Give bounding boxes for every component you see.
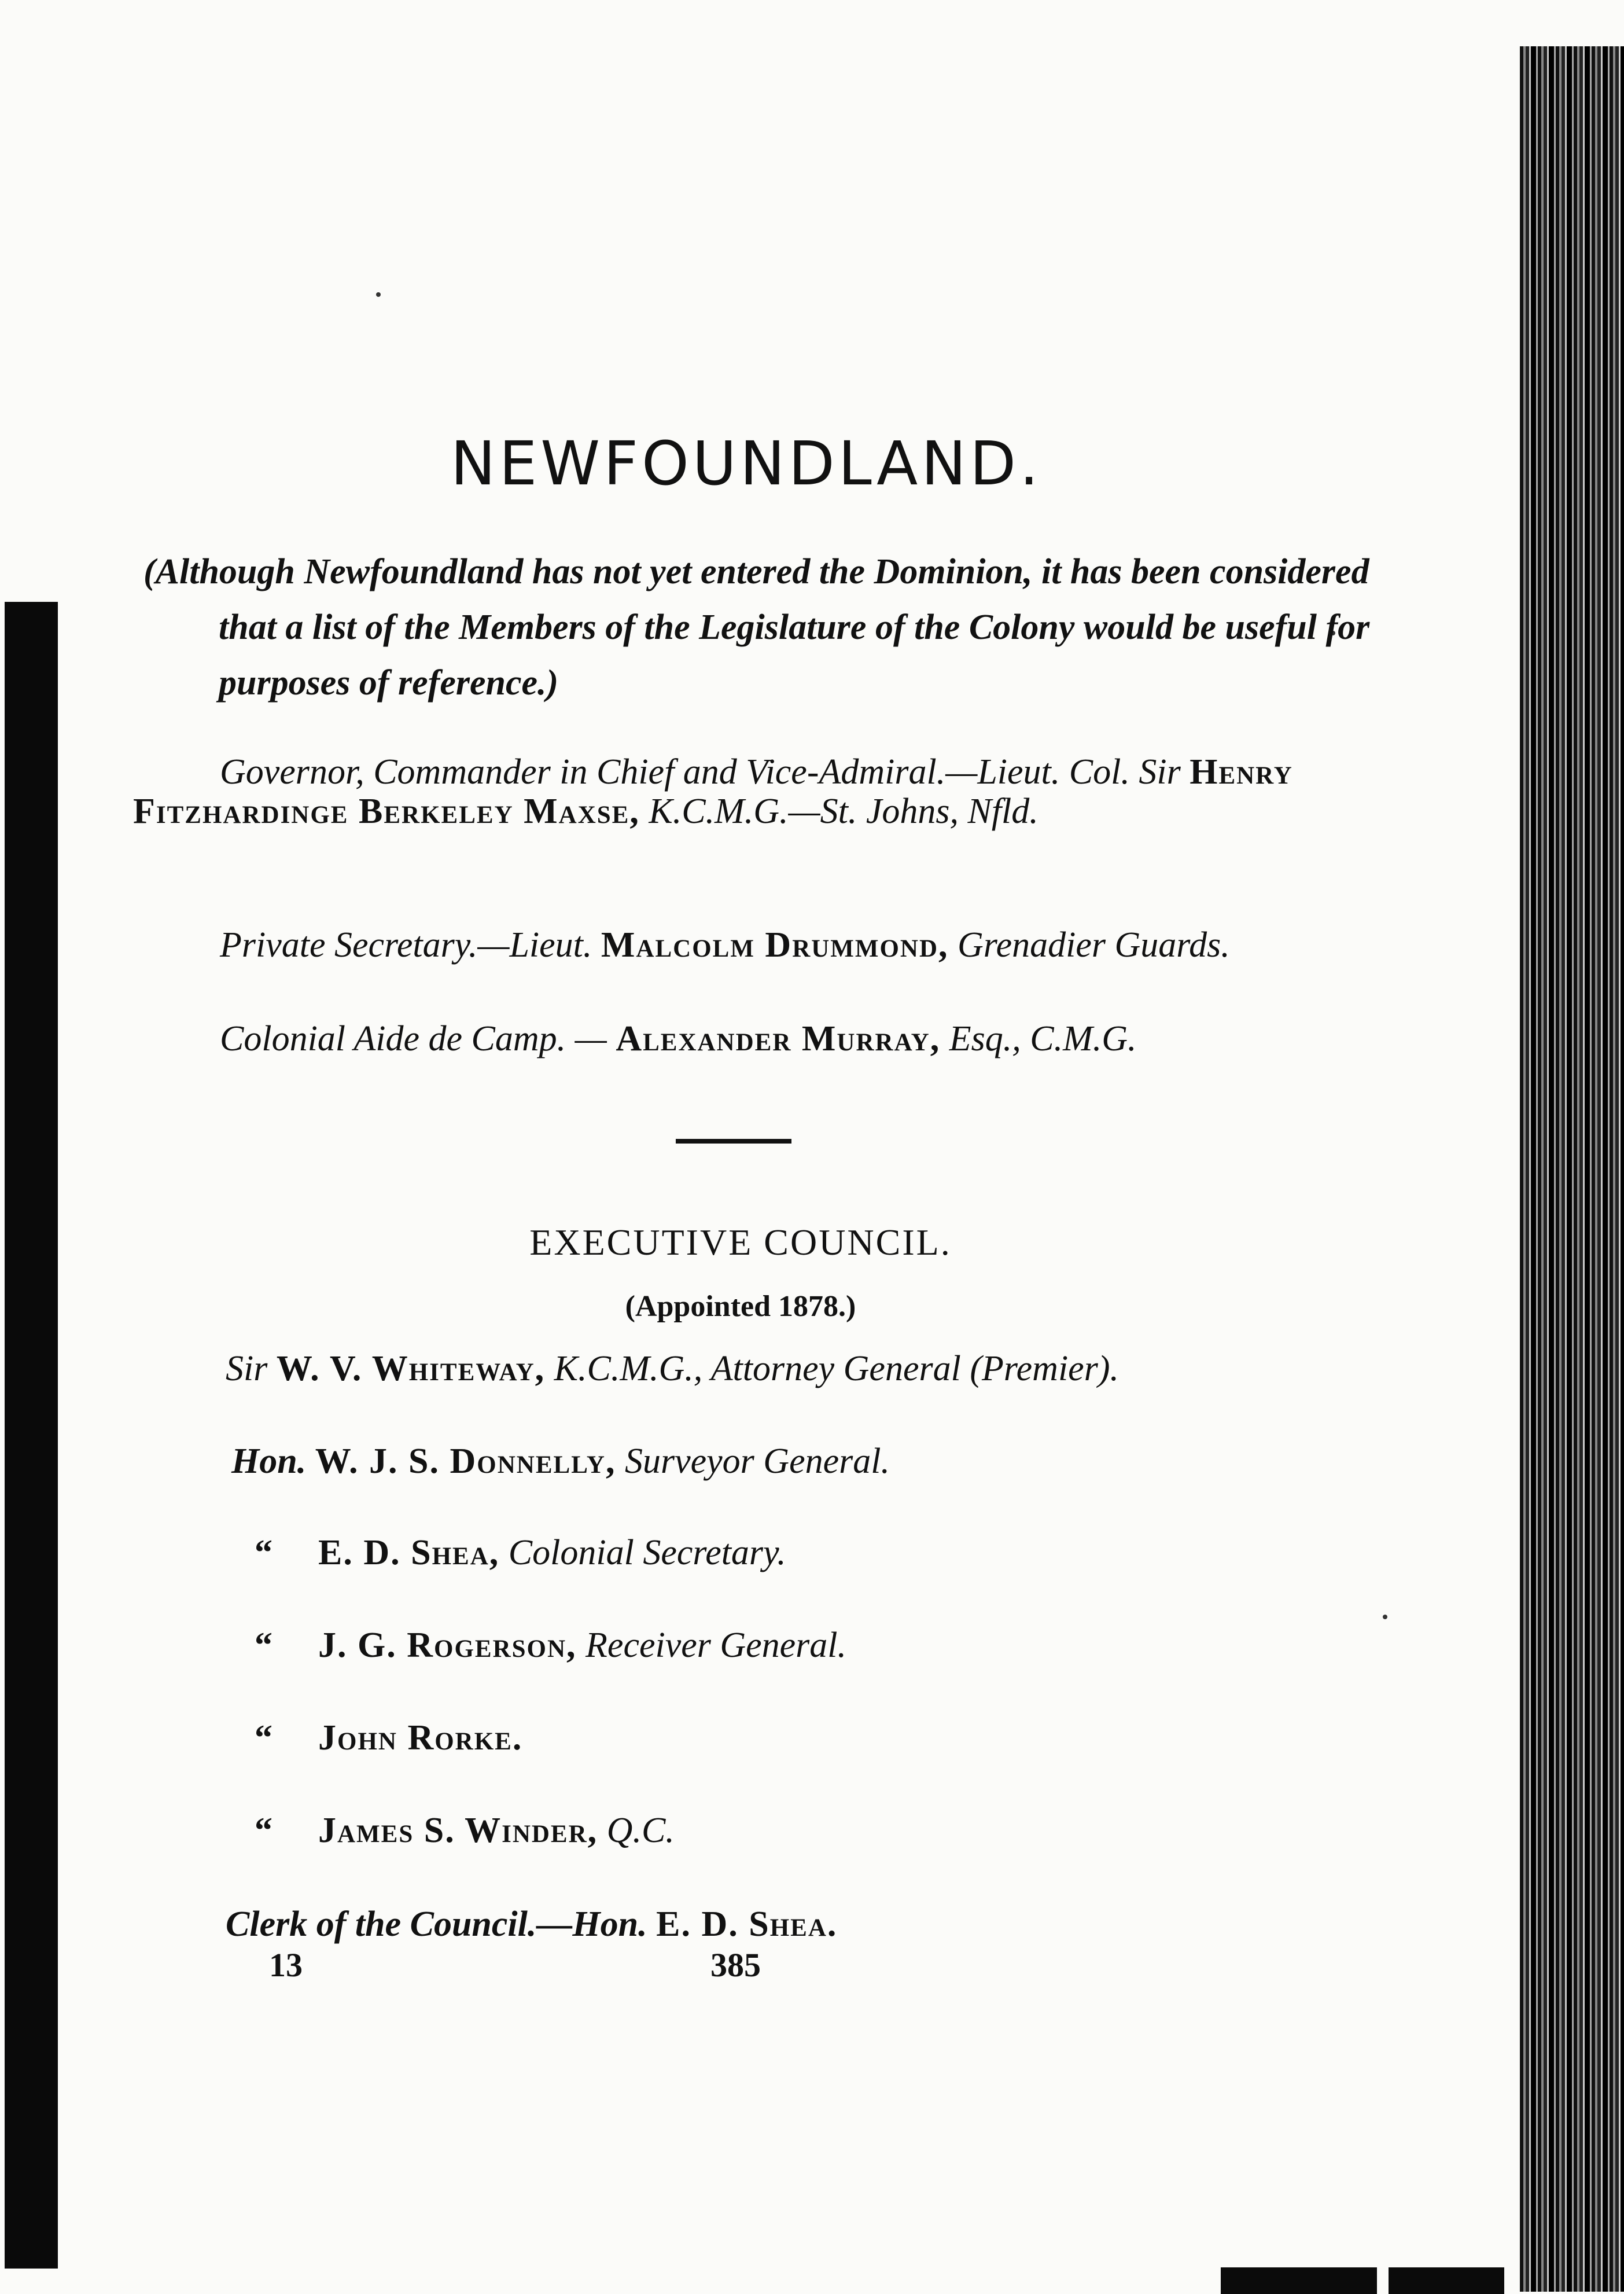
scan-mark-bottom (1221, 2267, 1377, 2294)
scan-edge-right (1520, 46, 1624, 2292)
council-member (255, 1810, 675, 1851)
scan-speck (376, 292, 381, 297)
member-role: Surveyor General. (624, 1442, 890, 1481)
member-name: James S. Winder, (318, 1811, 598, 1850)
governor-office: Governor, Commander in Chief and Vice-Admiral.—Lieut. Col. Sir (220, 752, 1181, 792)
council-member (255, 1625, 846, 1666)
private-secretary-entry (220, 925, 1230, 966)
governor-honours: K.C.M.G.—St. Johns, Nfld. (649, 792, 1039, 831)
aide-de-camp-name: Alexander Murray, (616, 1019, 941, 1058)
clerk-name: E. D. Shea. (656, 1905, 838, 1944)
intro-note: (Although Newfoundland has not yet entered the Dominion, it has been considered that a list of the Members of the Legislature of the Colony would be useful for purposes of reference.) (143, 552, 1370, 703)
aide-de-camp-suffix: Esq., C.M.G. (949, 1019, 1137, 1058)
aide-de-camp-entry (220, 1019, 1137, 1060)
member-prefix: “ (255, 1626, 272, 1665)
member-prefix: “ (255, 1533, 272, 1572)
scan-speck (1383, 1615, 1387, 1619)
member-prefix: Hon. (231, 1442, 307, 1481)
member-role: Receiver General. (585, 1626, 847, 1665)
signature-mark: 13 (269, 1946, 303, 1984)
scan-edge-left (5, 602, 58, 2269)
governor-name: Henry Fitzhardinge Berkeley Maxse, (133, 752, 1293, 831)
council-member (226, 1348, 1119, 1389)
council-appointed: (Appointed 1878.) (625, 1290, 856, 1323)
member-role: Colonial Secretary. (508, 1533, 786, 1572)
private-secretary-office: Private Secretary.—Lieut. (220, 925, 592, 965)
page-number: 385 (710, 1946, 761, 1984)
page-title: NEWFOUNDLAND. (450, 428, 1043, 499)
member-name: W. V. Whiteway, (276, 1349, 546, 1388)
member-name: W. J. S. Donnelly, (315, 1442, 616, 1481)
member-role: K.C.M.G., Attorney General (Premier). (554, 1349, 1119, 1388)
private-secretary-name: Malcolm Drummond, (601, 925, 949, 965)
member-name: John Rorke. (318, 1718, 523, 1758)
governor-entry (133, 752, 1325, 831)
member-prefix: “ (255, 1718, 272, 1758)
member-role: Q.C. (606, 1811, 675, 1850)
council-member (255, 1718, 522, 1759)
council-heading: EXECUTIVE COUNCIL. (529, 1222, 952, 1263)
aide-de-camp-office: Colonial Aide de Camp. — (220, 1019, 607, 1058)
council-member (255, 1532, 786, 1574)
member-prefix: Sir (226, 1349, 268, 1388)
private-secretary-unit: Grenadier Guards. (958, 925, 1230, 965)
clerk-entry (226, 1904, 837, 1945)
member-name: E. D. Shea, (318, 1533, 500, 1572)
member-name: J. G. Rogerson, (318, 1626, 577, 1665)
scan-mark-bottom (1389, 2267, 1504, 2294)
council-member (231, 1441, 890, 1482)
section-divider (676, 1139, 791, 1144)
member-prefix: “ (255, 1811, 272, 1850)
clerk-label: Clerk of the Council.—Hon. (226, 1905, 647, 1944)
